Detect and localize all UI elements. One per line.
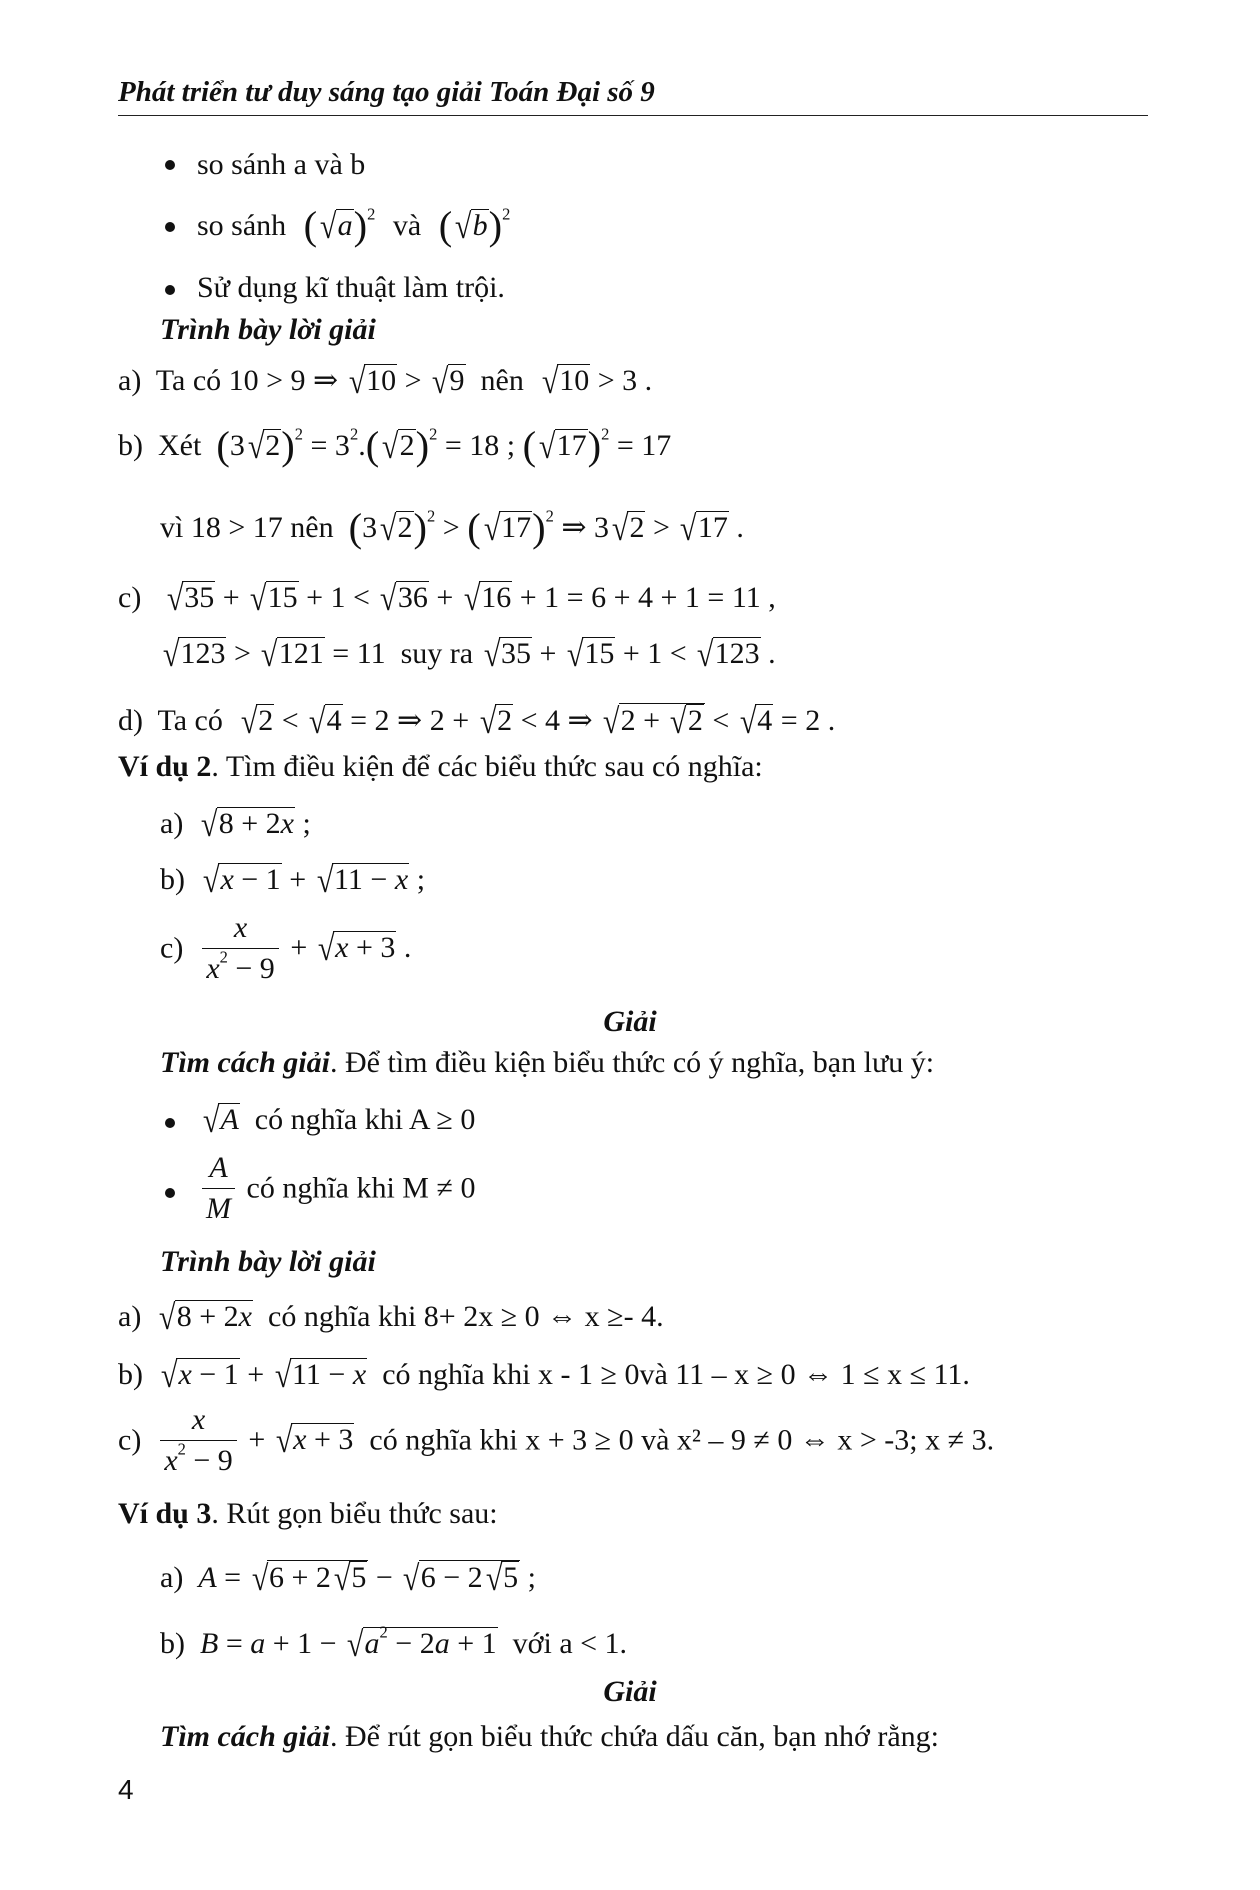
bullet-dot	[165, 1188, 175, 1198]
formula: $\frac{x}{x^2 - 9}$ + √x + 3	[156, 1421, 354, 1454]
bullet-compare-squares: so sánh $(√a)^2$ và $(√b)^2$	[197, 203, 511, 248]
formula: $\frac{A}{M}$	[198, 1169, 239, 1202]
giai-heading: Giải	[603, 1005, 657, 1038]
formula: √x − 1 + √11 − x ;	[202, 860, 426, 900]
solution-a: a) Ta có 10 > 9 ⇒ √10 > √9 nên √10 > 3 .	[118, 361, 653, 401]
bullet-majorize: Sử dụng kĩ thuật làm trội.	[197, 271, 505, 304]
formula: √2 < √4 = 2 ⇒ 2 + √2 < 4 ⇒ √2 + √2 < √4 = 2 .	[240, 701, 836, 741]
solution-c: c) √35 + √15 + 1 < √36 + √16 + 1 = 6 + 4 + 1 = 11 ,	[118, 578, 776, 618]
example-2-b: b) √x − 1 + √11 − x ;	[160, 860, 426, 900]
formula: √35 + √15 + 1 < √36 + √16 + 1 = 6 + 4 + 1 = 11 ,	[166, 578, 776, 618]
bullet-dot	[165, 285, 175, 295]
giai-heading: Giải	[603, 1675, 657, 1708]
example-2-title: Ví dụ 2. Tìm điều kiện để các biểu thức sau có nghĩa:	[118, 750, 763, 783]
bullet-compare-ab: so sánh a và b	[197, 148, 366, 181]
tim-cach-giai: Tìm cách giải. Để tìm điều kiện biểu thức có ý nghĩa, bạn lưu ý:	[160, 1046, 935, 1079]
solution-c-line2: √123 > √121 = 11 suy ra √35 + √15 + 1 < √123 .	[160, 634, 776, 674]
formula: $(√a)^2$	[303, 203, 376, 248]
formula: √8 + 2x ;	[201, 804, 311, 844]
formula: √A	[202, 1100, 239, 1140]
example-3-a: a) A = √6 + 2√5 − √6 − 2√5 ;	[160, 1558, 536, 1598]
example-2-solution-a: a) √8 + 2x có nghĩa khi 8+ 2x ≥ 0 ⇔ x ≥- 4.	[118, 1297, 664, 1337]
formula: $B = a + 1 - √a^2 - 2a + 1$	[200, 1622, 497, 1664]
example-3-b: b) $B = a + 1 - √a^2 - 2a + 1$ với a < 1.	[160, 1622, 628, 1664]
solution-d: d) Ta có √2 < √4 = 2 ⇒ 2 + √2 < 4 ⇒ √2 + √2 < √4 = 2 .	[118, 701, 836, 741]
formula: $(3√2)^2 > (√17)^2$ ⇒ 3√2 > √17 .	[348, 505, 744, 550]
example-2-a: a) √8 + 2x ;	[160, 804, 311, 844]
bullet-fraction-condition: $\frac{A}{M}$ có nghĩa khi M ≠ 0	[198, 1148, 475, 1229]
running-header: Phát triển tư duy sáng tạo giải Toán Đại số 9	[118, 76, 655, 108]
tim-cach-giai: Tìm cách giải. Để rút gọn biểu thức chứa dấu căn, bạn nhớ rằng:	[160, 1720, 940, 1753]
page-number: 4	[118, 1774, 134, 1805]
bullet-sqrt-condition: √A có nghĩa khi A ≥ 0	[200, 1100, 475, 1140]
example-2-solution-b: b) √x − 1 + √11 − x có nghĩa khi x - 1 ≥ 0và 11 – x ≥ 0 ⇔ 1 ≤ x ≤ 11.	[118, 1355, 970, 1395]
formula: $\frac{x}{x^2 - 9}$ + √x + 3 .	[198, 929, 411, 962]
formula: A = √6 + 2√5 − √6 − 2√5 ;	[198, 1558, 536, 1598]
formula: √10 > 3 .	[541, 361, 653, 401]
header-rule	[118, 115, 1148, 116]
formula: √10 > √9	[348, 361, 465, 401]
solution-b-line2: vì 18 > 17 nên $(3√2)^2 > (√17)^2$ ⇒ 3√2 > √17 .	[160, 505, 744, 550]
section-heading: Trình bày lời giải	[160, 1245, 376, 1278]
section-heading: Trình bày lời giải	[160, 313, 376, 346]
bullet-dot	[165, 222, 175, 232]
solution-b: b) Xét $(3√2)^2 = 3^2.(√2)^2 = 18$ ; $(√17)^2 = 17$	[118, 423, 672, 468]
formula: $(3√2)^2 = 3^2.(√2)^2 = 18$ ; $(√17)^2 = 17$	[216, 423, 672, 468]
bullet-dot	[165, 160, 175, 170]
formula: √35 + √15 + 1 < √123 .	[483, 634, 776, 674]
bullet-dot	[165, 1118, 175, 1128]
example-2-solution-c: c) $\frac{x}{x^2 - 9}$ + √x + 3 có nghĩa khi x + 3 ≥ 0 và x² – 9 ≠ 0 ⇔ x > -3; x ≠ 3.	[118, 1400, 994, 1481]
formula: √8 + 2x	[159, 1297, 252, 1337]
formula: √123 > √121 = 11	[162, 634, 386, 674]
formula: $(√b)^2$	[438, 203, 511, 248]
example-2-c: c) $\frac{x}{x^2 - 9}$ + √x + 3 .	[160, 908, 411, 989]
formula: √x − 1 + √11 − x	[160, 1355, 367, 1395]
example-3-title: Ví dụ 3. Rút gọn biểu thức sau:	[118, 1497, 498, 1530]
